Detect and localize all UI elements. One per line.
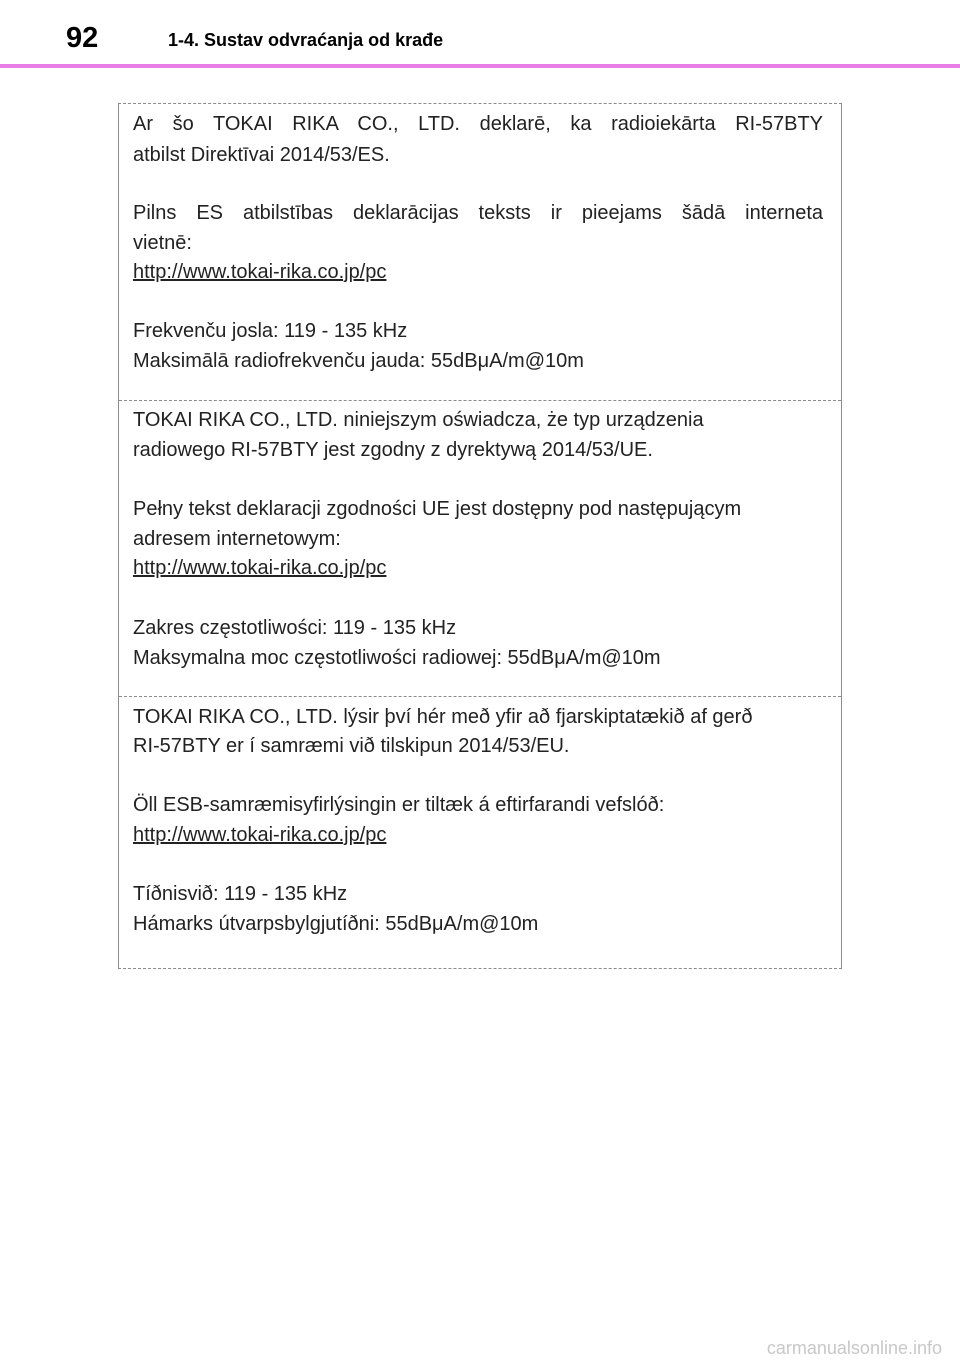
header-divider: [0, 64, 960, 68]
icelandic-frequency: Tíðnisvið: 119 - 135 kHz: [133, 883, 348, 905]
watermark: carmanualsonline.info: [766, 1338, 942, 1358]
polish-line-2: radiowego RI-57BTY jest zgodny z dyrektywą 2014/53/UE.: [133, 439, 653, 461]
polish-power: Maksymalna moc częstotliwości radiowej: 55dBμA/m@10m: [133, 647, 661, 669]
polish-line-4: adresem internetowym:: [133, 528, 341, 550]
icelandic-line-1: TOKAI RIKA CO., LTD. lýsir því hér með yfir að fjarskiptatækið af gerð: [133, 706, 753, 728]
page-number: 92: [66, 22, 99, 54]
page-header: [0, 0, 960, 68]
latvian-line-2: atbilst Direktīvai 2014/53/ES.: [133, 144, 390, 166]
polish-line-3: Pełny tekst deklaracji zgodności UE jest dostępny pod następującym: [133, 498, 742, 520]
icelandic-line-3: Öll ESB-samræmisyfirlýsingin er tiltæk á eftirfarandi vefslóð:: [133, 794, 665, 816]
latvian-frequency: Frekvenču josla: 119 - 135 kHz: [133, 320, 408, 342]
latvian-line-4: vietnē:: [133, 232, 192, 254]
icelandic-power: Hámarks útvarpsbylgjutíðni: 55dBμA/m@10m: [133, 913, 539, 935]
latvian-line-1: Ar šo TOKAI RIKA CO., LTD. deklarē, ka radioiekārta RI-57BTY: [133, 113, 823, 135]
icelandic-url-link[interactable]: http://www.tokai-rika.co.jp/pc: [133, 824, 387, 846]
section-divider: [119, 400, 841, 401]
latvian-power: Maksimālā radiofrekvenču jauda: 55dBμA/m@10m: [133, 350, 584, 372]
declaration-box: [118, 103, 842, 969]
section-title: 1-4. Sustav odvraćanja od krađe: [168, 30, 444, 50]
polish-frequency: Zakres częstotliwości: 119 - 135 kHz: [133, 617, 457, 639]
section-divider: [119, 696, 841, 697]
polish-url-link[interactable]: http://www.tokai-rika.co.jp/pc: [133, 557, 387, 579]
latvian-url-link[interactable]: http://www.tokai-rika.co.jp/pc: [133, 261, 387, 283]
latvian-line-3: Pilns ES atbilstības deklarācijas teksts ir pieejams šādā interneta: [133, 202, 823, 224]
polish-line-1: TOKAI RIKA CO., LTD. niniejszym oświadcza, że typ urządzenia: [133, 409, 704, 431]
icelandic-line-2: RI-57BTY er í samræmi við tilskipun 2014/53/EU.: [133, 735, 570, 757]
